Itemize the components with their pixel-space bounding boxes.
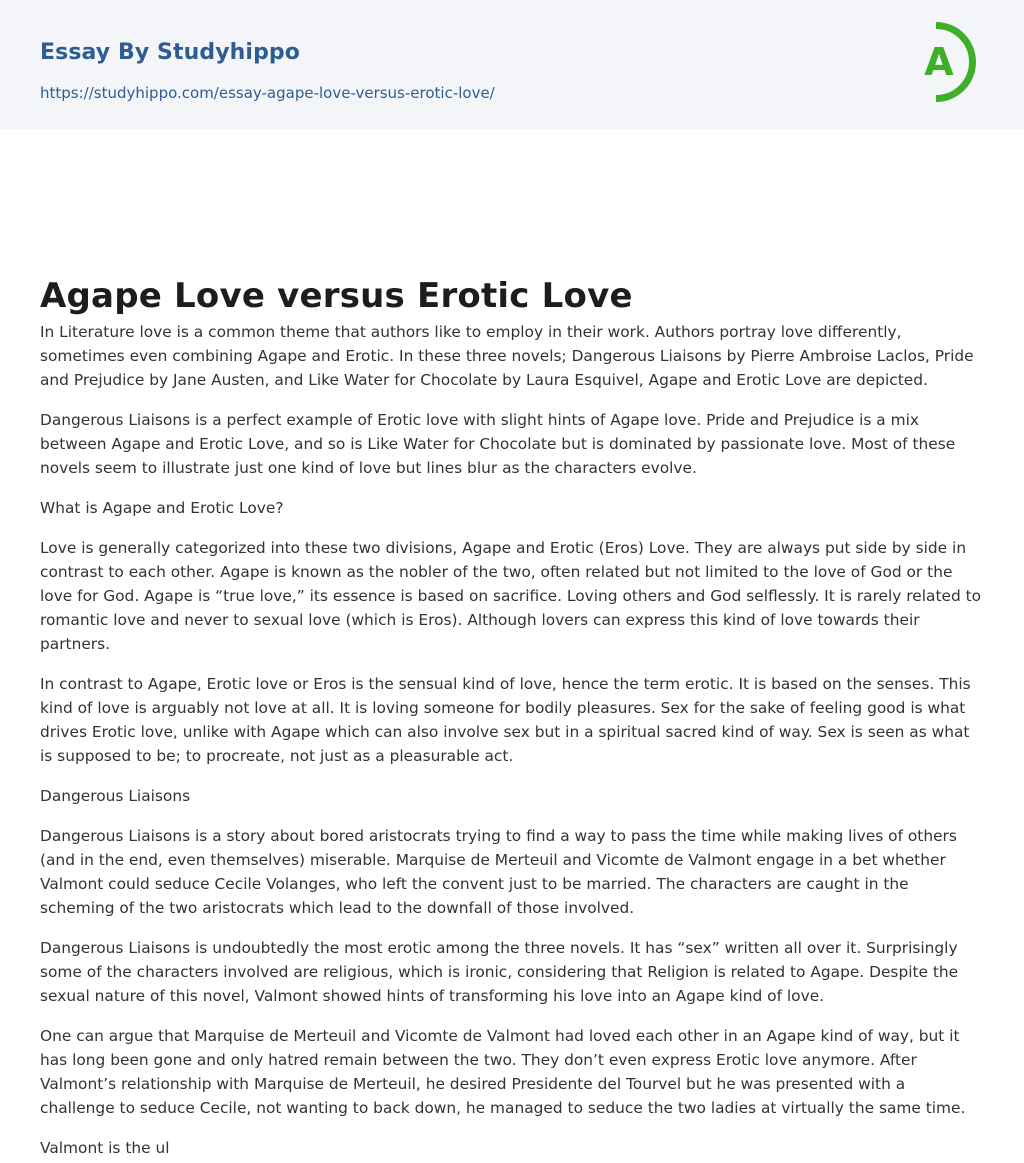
paragraph: One can argue that Marquise de Merteuil and Vicomte de Valmont had loved each other in an Agape kind of way, but it has long been gone and only hatred remain between the two. They don’t even express Erotic love anymore. After Valmont’s relationship with Marquise de Merteuil, he desired Presidente del Tourvel but he was presented with a challenge to seduce Cecile, not wanting to back down, he managed to seduce the two ladies at virtually the same time. (40, 1027, 966, 1117)
paragraph: Dangerous Liaisons is a perfect example of Erotic love with slight hints of Agape love. Pride and Prejudice is a mix between Agape and Erotic Love, and so is Like Water for Chocolate but is dominated by passionate love. Most of these novels seem to illustrate just one kind of love but lines blur as the characters evolve. (40, 411, 956, 477)
site-title[interactable]: Essay By Studyhippo (40, 40, 300, 65)
essay-url-link[interactable]: https://studyhippo.com/essay-agape-love-versus-erotic-love/ (40, 84, 495, 102)
paragraph: Love is generally categorized into these two divisions, Agape and Erotic (Eros) Love. They are always put side by side in contrast to each other. Agape is known as the nobler of the two, often related but not limited to the love of God or the love for God. Agape is “true love,” its essence is based on sacrifice. Loving others and God selflessly. It is rarely related to romantic love and never to sexual love (which is Eros). Although lovers can express this kind of love towards their partners. (40, 539, 982, 653)
site-header (0, 0, 1024, 129)
paragraph: Valmont is the ul (40, 1139, 170, 1157)
section-heading: Dangerous Liaisons (40, 787, 191, 805)
article (0, 129, 1024, 1160)
paragraph: In contrast to Agape, Erotic love or Eros is the sensual kind of love, hence the term erotic. It is based on the senses. This kind of love is arguably not love at all. It is loving someone for bodily pleasures. Sex for the sake of feeling good is what drives Erotic love, unlike with Agape which can also involve sex but in a spiritual sacred kind of way. Sex is seen as what is supposed to be; to procreate, not just as a pleasurable act. (40, 675, 971, 765)
page-title: Agape Love versus Erotic Love (40, 276, 633, 316)
paragraph: Dangerous Liaisons is a story about bored aristocrats trying to find a way to pass the time while making lives of others (and in the end, even themselves) miserable. Marquise de Merteuil and Vicomte de Valmont engage in a bet whether Valmont could seduce Cecile Volanges, who left the convent just to be married. The characters are caught in the scheming of the two aristocrats which lead to the downfall of those involved. (40, 827, 957, 917)
paragraph: In Literature love is a common theme that authors like to employ in their work. Authors portray love differently, sometimes even combining Agape and Erotic. In these three novels; Dangerous Liaisons by Pierre Ambroise Laclos, Pride and Prejudice by Jane Austen, and Like Water for Chocolate by Laura Esquivel, Agape and Erotic Love are depicted. (40, 323, 974, 389)
studyhippo-logo-icon[interactable] (908, 18, 988, 106)
logo-letter: A (924, 40, 954, 84)
section-heading: What is Agape and Erotic Love? (40, 499, 284, 517)
paragraph: Dangerous Liaisons is undoubtedly the most erotic among the three novels. It has “sex” written all over it. Surprisingly some of the characters involved are religious, which is ironic, considering that Religion is related to Agape. Despite the sexual nature of this novel, Valmont showed hints of transforming his love into an Agape kind of love. (40, 939, 959, 1005)
